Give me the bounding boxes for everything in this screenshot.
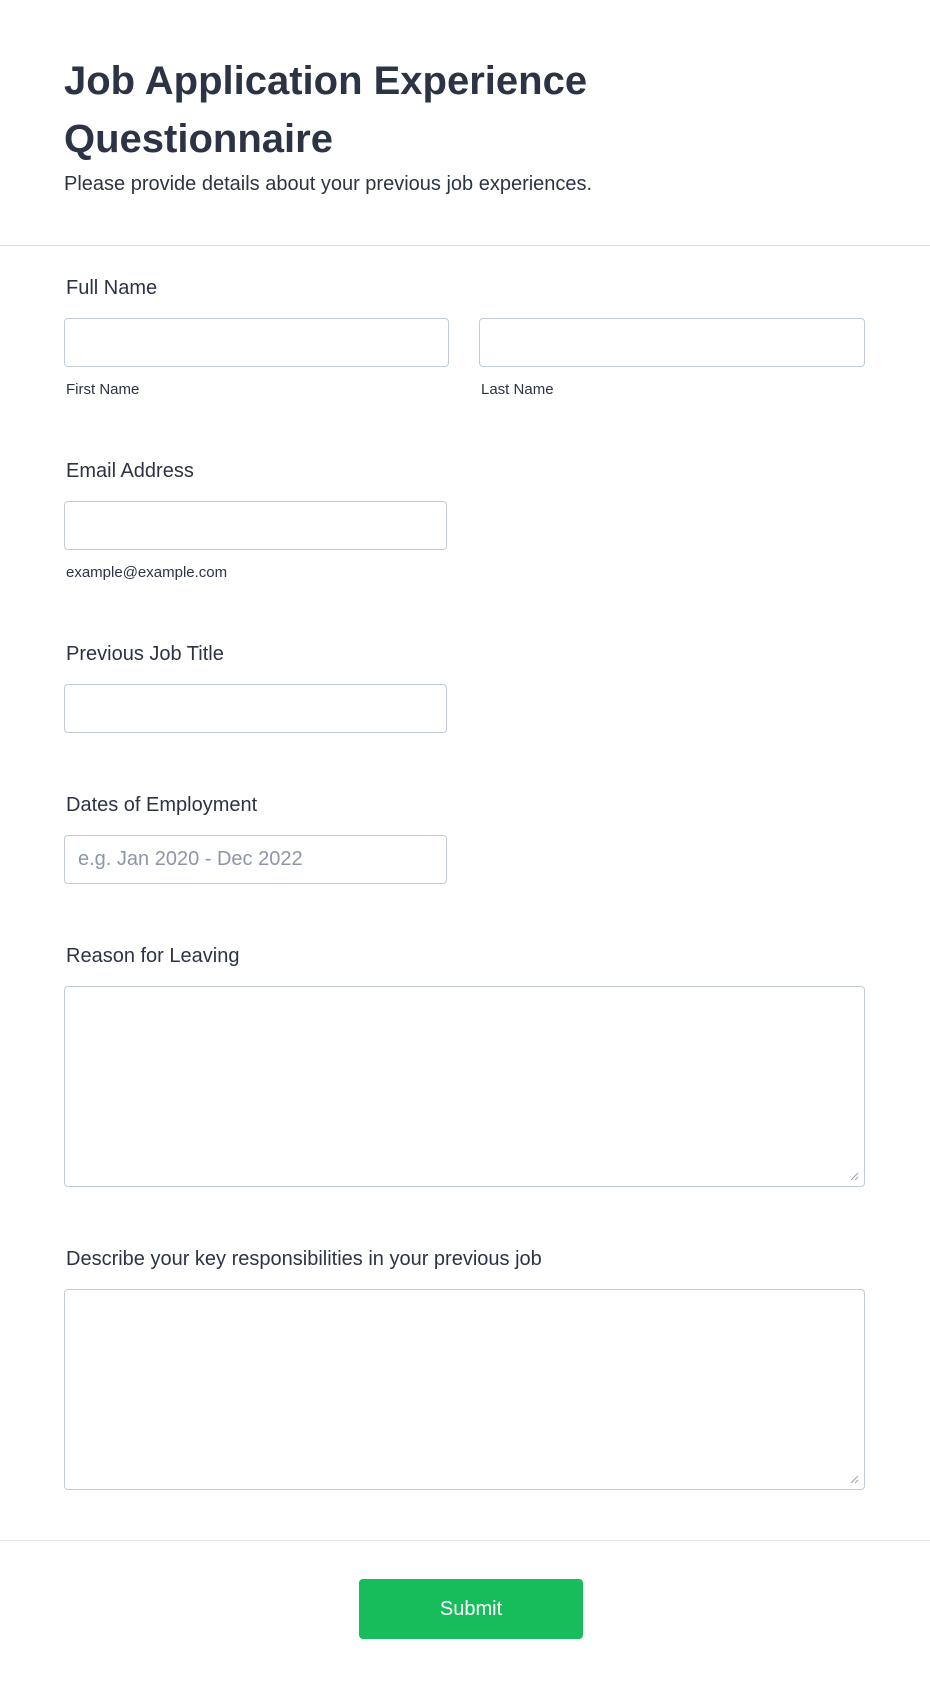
email-label: Email Address xyxy=(66,460,194,482)
previous-job-title-input[interactable] xyxy=(64,684,447,733)
full-name-field xyxy=(64,275,865,399)
reason-for-leaving-field xyxy=(64,943,865,1187)
previous-job-title-label: Previous Job Title xyxy=(66,643,224,665)
last-name-input[interactable] xyxy=(479,318,865,367)
email-input[interactable] xyxy=(64,501,447,550)
resize-handle-icon[interactable] xyxy=(849,1171,859,1181)
previous-job-title-field xyxy=(64,641,447,733)
email-sublabel: example@example.com xyxy=(66,564,228,581)
first-name-sublabel: First Name xyxy=(66,381,140,398)
responsibilities-field xyxy=(64,1246,865,1490)
form-header xyxy=(0,0,930,246)
reason-for-leaving-textarea[interactable] xyxy=(64,986,865,1187)
responsibilities-label: Describe your key responsibilities in your previous job xyxy=(66,1248,542,1270)
email-field xyxy=(64,458,447,582)
first-name-input[interactable] xyxy=(64,318,449,367)
responsibilities-textarea[interactable] xyxy=(64,1289,865,1490)
last-name-sublabel: Last Name xyxy=(481,381,554,398)
dates-of-employment-label: Dates of Employment xyxy=(66,794,258,816)
form-footer xyxy=(0,1540,930,1687)
reason-for-leaving-label: Reason for Leaving xyxy=(66,945,240,967)
dates-of-employment-input[interactable] xyxy=(64,835,447,884)
submit-button[interactable]: Submit xyxy=(359,1579,583,1639)
form-title: Job Application Experience Questionnaire xyxy=(64,59,588,161)
dates-of-employment-field xyxy=(64,792,447,884)
form-subtitle: Please provide details about your previous job experiences. xyxy=(64,173,593,195)
full-name-label: Full Name xyxy=(66,277,158,299)
resize-handle-icon[interactable] xyxy=(849,1474,859,1484)
